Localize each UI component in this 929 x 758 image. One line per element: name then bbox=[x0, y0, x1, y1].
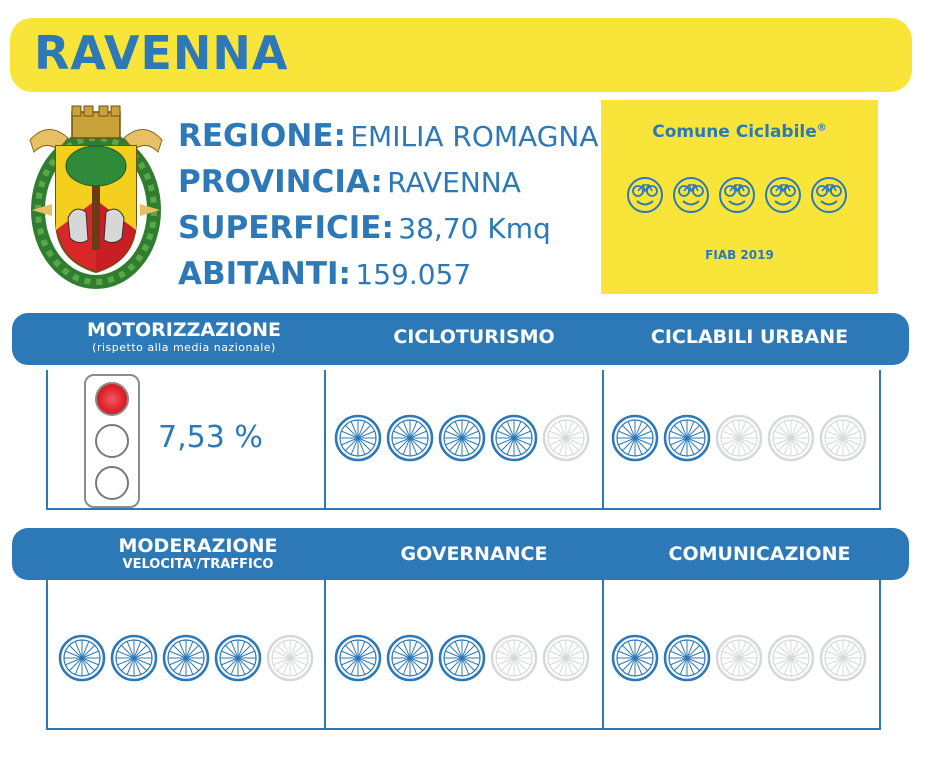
bike-smile-icon bbox=[626, 176, 664, 214]
cicloturismo-label: CICLOTURISMO bbox=[393, 326, 555, 348]
comunicazione-label: COMUNICAZIONE bbox=[668, 543, 851, 565]
moderazione-header bbox=[88, 535, 308, 572]
motorizzazione-value: 7,53 % bbox=[158, 420, 263, 455]
bike-smile-icon bbox=[764, 176, 802, 214]
title-bar bbox=[10, 18, 912, 92]
wheel-icon-inactive bbox=[542, 414, 590, 462]
wheel-icon-inactive bbox=[715, 634, 763, 682]
superficie-value: 38,70 Kmq bbox=[398, 212, 551, 245]
wheel-icon-active bbox=[611, 634, 659, 682]
comunicazione-rating bbox=[611, 634, 873, 684]
abitanti-value: 159.057 bbox=[355, 258, 472, 291]
badge-icons bbox=[626, 176, 866, 216]
moderazione-rating bbox=[58, 634, 320, 684]
bike-smile-icon bbox=[718, 176, 756, 214]
badge-footer: FIAB 2019 bbox=[705, 248, 774, 262]
wheel-icon-inactive bbox=[542, 634, 590, 682]
moderazione-sublabel: VELOCITA'/TRAFFICO bbox=[122, 557, 274, 572]
wheel-icon-active bbox=[110, 634, 158, 682]
section-bar-bottom bbox=[12, 528, 909, 580]
wheel-icon-inactive bbox=[490, 634, 538, 682]
wheel-icon-active bbox=[214, 634, 262, 682]
wheel-icon-active bbox=[490, 414, 538, 462]
motorizzazione-label: MOTORIZZAZIONE bbox=[86, 319, 281, 341]
abitanti-label: ABITANTI: bbox=[178, 256, 351, 292]
wheel-icon-active bbox=[334, 414, 382, 462]
traffic-light-red bbox=[95, 382, 129, 416]
moderazione-panel bbox=[46, 578, 326, 730]
city-title: RAVENNA bbox=[34, 26, 289, 80]
cicloturismo-rating bbox=[334, 414, 596, 464]
wheel-icon-active bbox=[611, 414, 659, 462]
ciclabili-urbane-panel bbox=[602, 370, 881, 510]
bike-smile-icon bbox=[672, 176, 710, 214]
traffic-light-yellow bbox=[95, 424, 129, 458]
coat-of-arms-icon bbox=[28, 100, 164, 296]
wheel-icon-inactive bbox=[819, 414, 867, 462]
wheel-icon-active bbox=[386, 634, 434, 682]
traffic-light-icon bbox=[84, 374, 140, 508]
wheel-icon-inactive bbox=[266, 634, 314, 682]
badge-title-text: Comune Ciclabile bbox=[652, 122, 817, 142]
cicloturismo-panel bbox=[324, 370, 604, 510]
wheel-icon-inactive bbox=[819, 634, 867, 682]
wheel-icon-active bbox=[58, 634, 106, 682]
provincia-label: PROVINCIA: bbox=[178, 164, 383, 200]
section-bar-top bbox=[12, 313, 909, 365]
badge-title bbox=[601, 122, 878, 142]
wheel-icon-active bbox=[663, 414, 711, 462]
comune-ciclabile-badge bbox=[601, 100, 878, 294]
wheel-icon-active bbox=[438, 634, 486, 682]
wheel-icon-active bbox=[663, 634, 711, 682]
governance-panel bbox=[324, 578, 604, 730]
info-regione bbox=[178, 118, 599, 154]
comunicazione-panel bbox=[602, 578, 881, 730]
info-provincia bbox=[178, 164, 521, 200]
motorizzazione-sublabel: (rispetto alla media nazionale) bbox=[92, 341, 276, 354]
motorizzazione-panel bbox=[46, 370, 326, 510]
traffic-light-green bbox=[95, 466, 129, 500]
wheel-icon-active bbox=[386, 414, 434, 462]
regione-label: REGIONE: bbox=[178, 118, 346, 154]
superficie-label: SUPERFICIE: bbox=[178, 210, 394, 246]
motorizzazione-header bbox=[68, 319, 300, 354]
provincia-value: RAVENNA bbox=[387, 166, 521, 199]
trademark-mark: ® bbox=[816, 122, 827, 134]
wheel-icon-active bbox=[334, 634, 382, 682]
wheel-icon-inactive bbox=[715, 414, 763, 462]
bike-smile-icon bbox=[810, 176, 848, 214]
wheel-icon-inactive bbox=[767, 634, 815, 682]
moderazione-label: MODERAZIONE bbox=[118, 535, 278, 557]
wheel-icon-inactive bbox=[767, 414, 815, 462]
wheel-icon-active bbox=[438, 414, 486, 462]
governance-label: GOVERNANCE bbox=[400, 543, 548, 565]
info-abitanti bbox=[178, 256, 471, 292]
info-superficie bbox=[178, 210, 551, 246]
wheel-icon-active bbox=[162, 634, 210, 682]
ciclabili-urbane-rating bbox=[611, 414, 873, 464]
governance-rating bbox=[334, 634, 596, 684]
ciclabili-urbane-label: CICLABILI URBANE bbox=[650, 326, 849, 348]
regione-value: EMILIA ROMAGNA bbox=[350, 120, 599, 153]
